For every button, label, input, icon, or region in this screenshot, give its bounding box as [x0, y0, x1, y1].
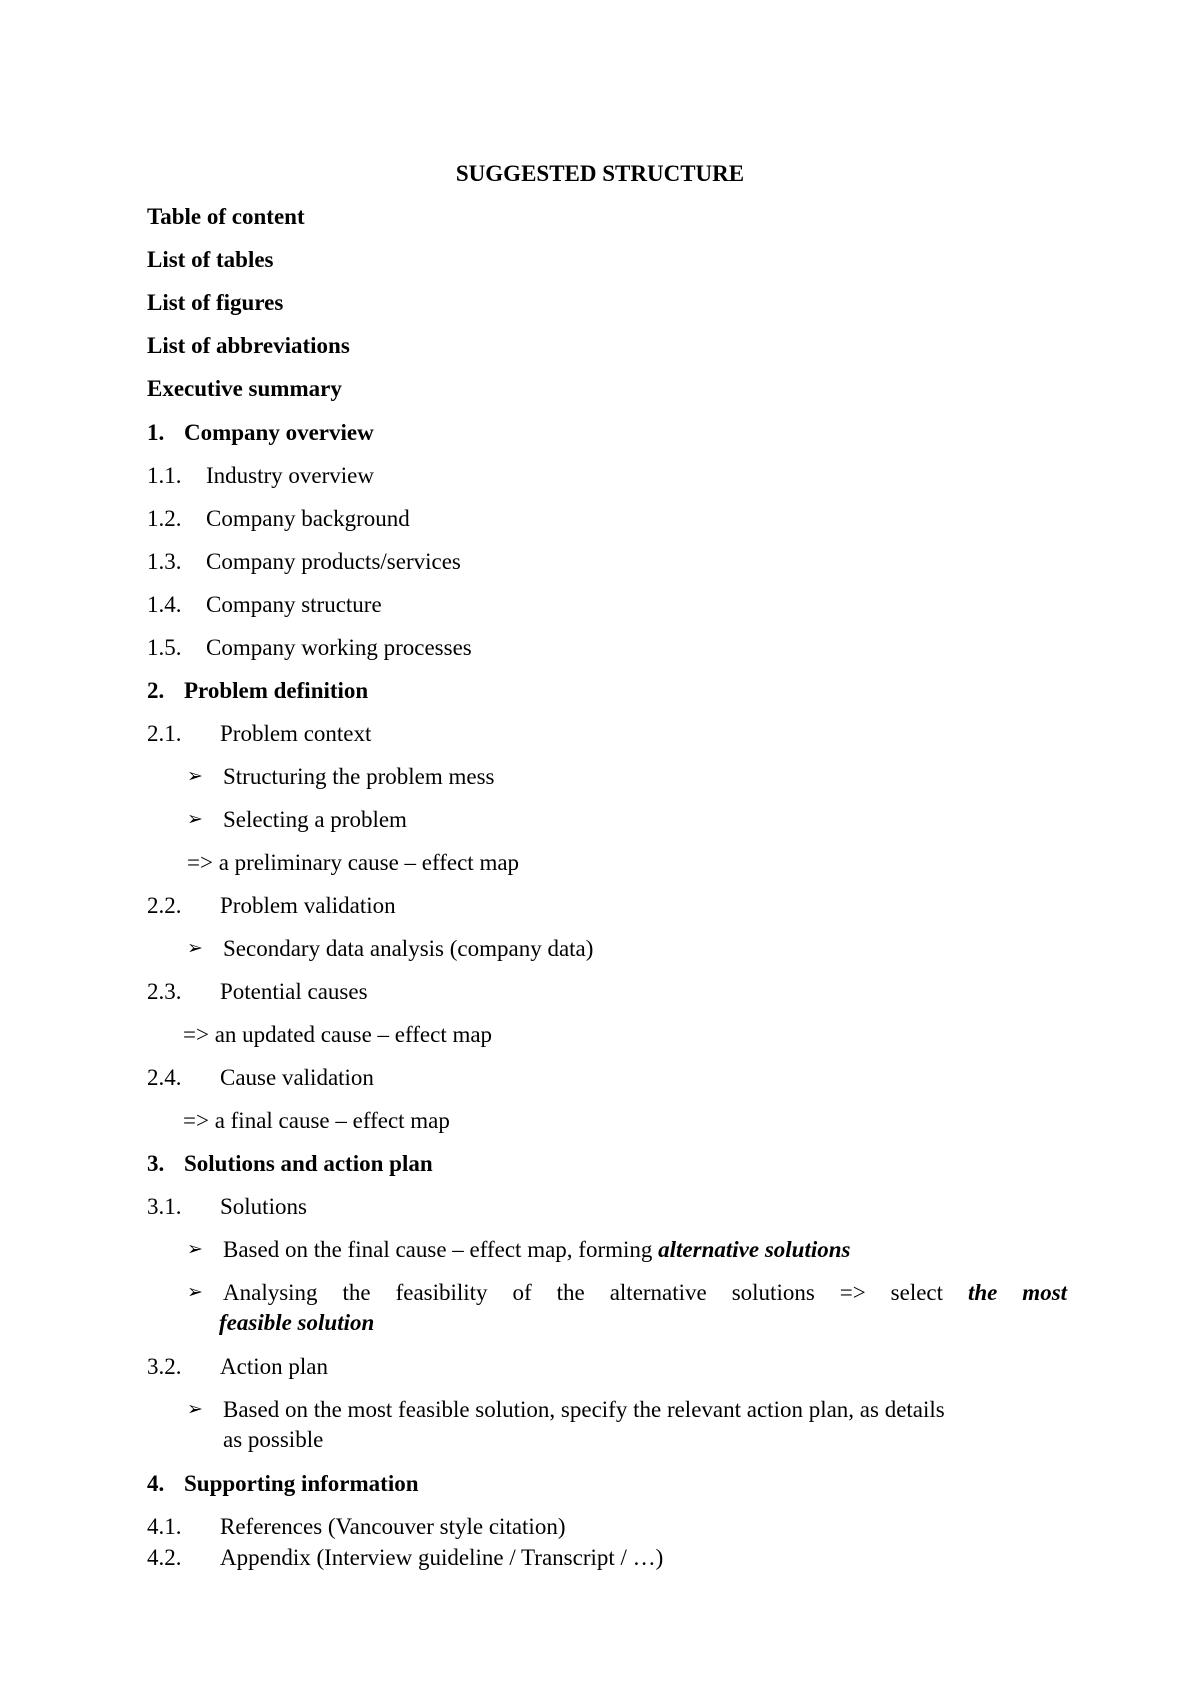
subsection-title: Company structure	[206, 592, 382, 617]
subsection-title: Action plan	[220, 1354, 328, 1379]
emphasis-feasible-solution: feasible solution	[219, 1310, 375, 1335]
arrow-bullet-icon: ➢	[187, 1239, 203, 1260]
subsection-title: Company background	[206, 506, 410, 531]
word: select	[890, 1280, 944, 1305]
subsection-title: References (Vancouver style citation)	[220, 1514, 566, 1539]
section-title: Company overview	[184, 420, 374, 445]
word: alternative	[609, 1280, 707, 1305]
arrow-bullet-icon: ➢	[187, 1399, 203, 1420]
section-number: 1.	[147, 420, 165, 445]
result-line: => a preliminary cause – effect map	[187, 850, 520, 875]
word: the	[556, 1280, 585, 1305]
subsection-title: Industry overview	[206, 463, 374, 488]
word: the	[342, 1280, 371, 1305]
result-line: => a final cause – effect map	[183, 1108, 450, 1133]
subsection-number: 4.1.	[147, 1514, 182, 1539]
word: Analysing	[223, 1280, 318, 1305]
bullet-text: Structuring the problem mess	[223, 764, 495, 789]
subsection-title: Appendix (Interview guideline / Transcript / …)	[220, 1545, 664, 1570]
result-line: => an updated cause – effect map	[183, 1022, 493, 1047]
arrow-bullet-icon: ➢	[187, 938, 203, 959]
subsection-title: Potential causes	[220, 979, 368, 1004]
arrow-bullet-icon: ➢	[187, 809, 203, 830]
section-number: 3.	[147, 1151, 165, 1176]
section-title: Solutions and action plan	[184, 1151, 433, 1176]
front-matter-list-of-figures: List of figures	[147, 290, 284, 315]
section-number: 2.	[147, 678, 165, 703]
subsection-number: 1.3.	[147, 549, 182, 574]
bullet-text	[223, 1235, 851, 1265]
subsection-title: Problem validation	[220, 893, 396, 918]
bullet-text: Secondary data analysis (company data)	[223, 936, 594, 961]
front-matter-list-of-abbreviations: List of abbreviations	[147, 333, 350, 358]
document-title: SUGGESTED STRUCTURE	[455, 161, 745, 186]
word: feasibility	[395, 1280, 488, 1305]
subsection-number: 2.1.	[147, 721, 182, 746]
bullet-text: Selecting a problem	[223, 807, 407, 832]
subsection-number: 3.2.	[147, 1354, 182, 1379]
arrow-bullet-icon: ➢	[187, 766, 203, 787]
subsection-number: 1.1.	[147, 463, 182, 488]
subsection-title: Company working processes	[206, 635, 472, 660]
subsection-number: 1.4.	[147, 592, 182, 617]
emphasis-alternative-solutions: alternative solutions	[658, 1237, 851, 1262]
front-matter-executive-summary: Executive summary	[147, 376, 342, 401]
word: of	[512, 1280, 532, 1305]
subsection-number: 1.2.	[147, 506, 182, 531]
front-matter-list-of-tables: List of tables	[147, 247, 274, 272]
front-matter-table-of-content: Table of content	[147, 204, 305, 229]
section-title: Problem definition	[184, 678, 369, 703]
bullet-text: Based on the most feasible solution, specify the relevant action plan, as details	[223, 1397, 945, 1422]
bullet-text-plain: Based on the final cause – effect map, forming	[223, 1237, 659, 1262]
subsection-title: Solutions	[220, 1194, 307, 1219]
bullet-text-continued: as possible	[223, 1427, 324, 1452]
bullet-text-justified	[223, 1278, 1067, 1308]
emphasis-the-most: the most	[967, 1280, 1068, 1305]
subsection-number: 2.3.	[147, 979, 182, 1004]
section-title: Supporting information	[184, 1471, 419, 1496]
word: =>	[839, 1280, 866, 1305]
arrow-bullet-icon: ➢	[187, 1282, 203, 1303]
subsection-title: Problem context	[220, 721, 372, 746]
word: solutions	[731, 1280, 815, 1305]
subsection-number: 1.5.	[147, 635, 182, 660]
subsection-number: 4.2.	[147, 1545, 182, 1570]
section-number: 4.	[147, 1471, 165, 1496]
subsection-number: 2.4.	[147, 1065, 182, 1090]
subsection-number: 3.1.	[147, 1194, 182, 1219]
subsection-title: Cause validation	[220, 1065, 374, 1090]
subsection-title: Company products/services	[206, 549, 461, 574]
subsection-number: 2.2.	[147, 893, 182, 918]
